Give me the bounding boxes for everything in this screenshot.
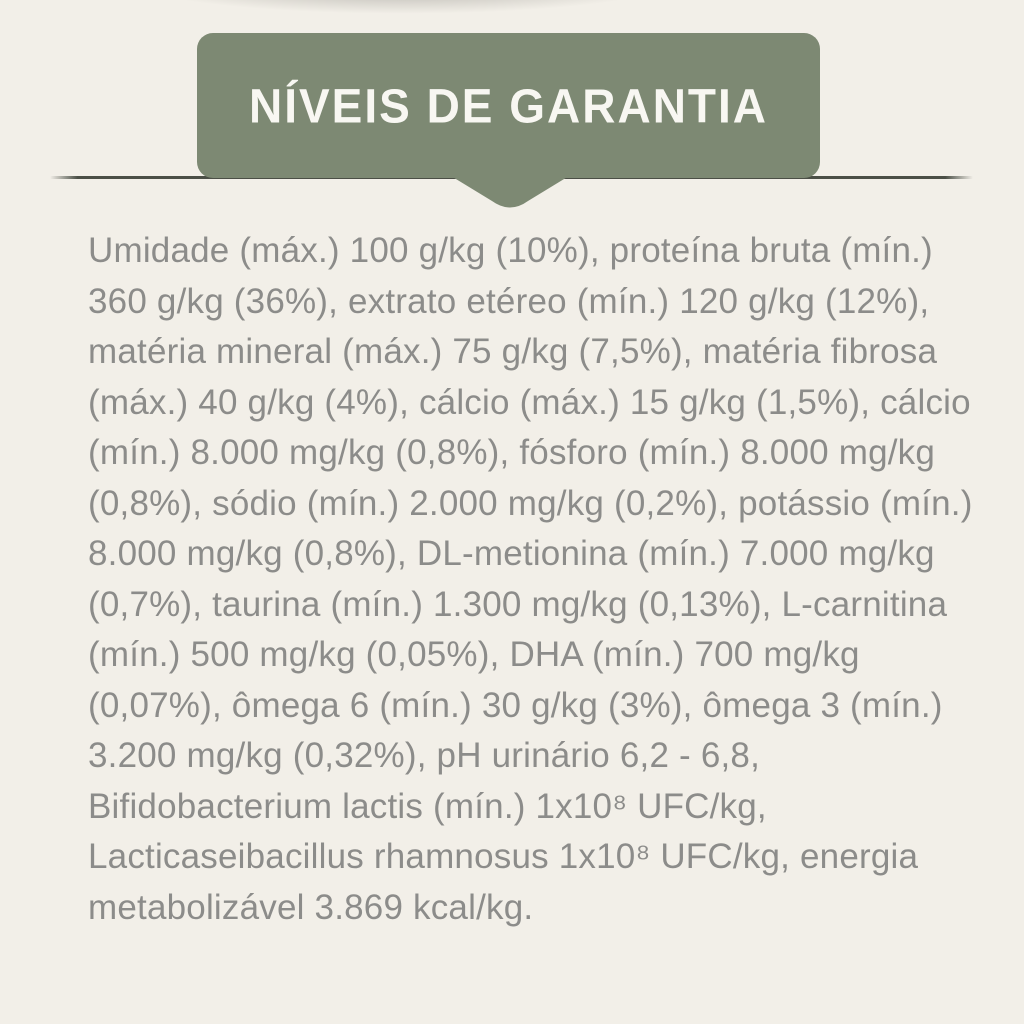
guarantee-line: Bifidobacterium lactis (mín.) 1x10⁸ UFC/kg,	[88, 786, 767, 826]
guarantee-line: 8.000 mg/kg (0,8%), DL-metionina (mín.) 7.000 mg/kg	[88, 534, 935, 573]
guarantee-line: matéria mineral (máx.) 75 g/kg (7,5%), matéria fibrosa	[88, 332, 938, 371]
guarantee-line: (mín.) 500 mg/kg (0,05%), DHA (mín.) 700 mg/kg	[88, 635, 860, 674]
guarantee-line: metabolizável 3.869 kcal/kg.	[88, 887, 534, 927]
guarantee-levels-text	[88, 226, 973, 933]
title-banner	[197, 33, 820, 178]
guarantee-line: Lacticaseibacillus rhamnosus 1x10⁸ UFC/kg, energia	[88, 837, 919, 876]
top-edge-shadow	[110, 0, 760, 28]
page-title: NÍVEIS DE GARANTIA	[248, 78, 769, 133]
guarantee-line: (máx.) 40 g/kg (4%), cálcio (máx.) 15 g/kg (1,5%), cálcio	[88, 382, 971, 422]
guarantee-line: 360 g/kg (36%), extrato etéreo (mín.) 120 g/kg (12%),	[88, 281, 930, 321]
guarantee-line: (0,7%), taurina (mín.) 1.300 mg/kg (0,13%), L-carnitina	[88, 584, 948, 624]
guarantee-line: 3.200 mg/kg (0,32%), pH urinário 6,2 - 6,8,	[88, 736, 760, 775]
guarantee-line: Umidade (máx.) 100 g/kg (10%), proteína bruta (mín.)	[88, 231, 933, 270]
guarantee-line: (mín.) 8.000 mg/kg (0,8%), fósforo (mín.) 8.000 mg/kg	[88, 433, 936, 472]
guarantee-line: (0,8%), sódio (mín.) 2.000 mg/kg (0,2%), potássio (mín.)	[88, 483, 973, 523]
banner-pointer-notch	[451, 176, 569, 212]
guarantee-line: (0,07%), ômega 6 (mín.) 30 g/kg (3%), ômega 3 (mín.)	[88, 685, 943, 725]
